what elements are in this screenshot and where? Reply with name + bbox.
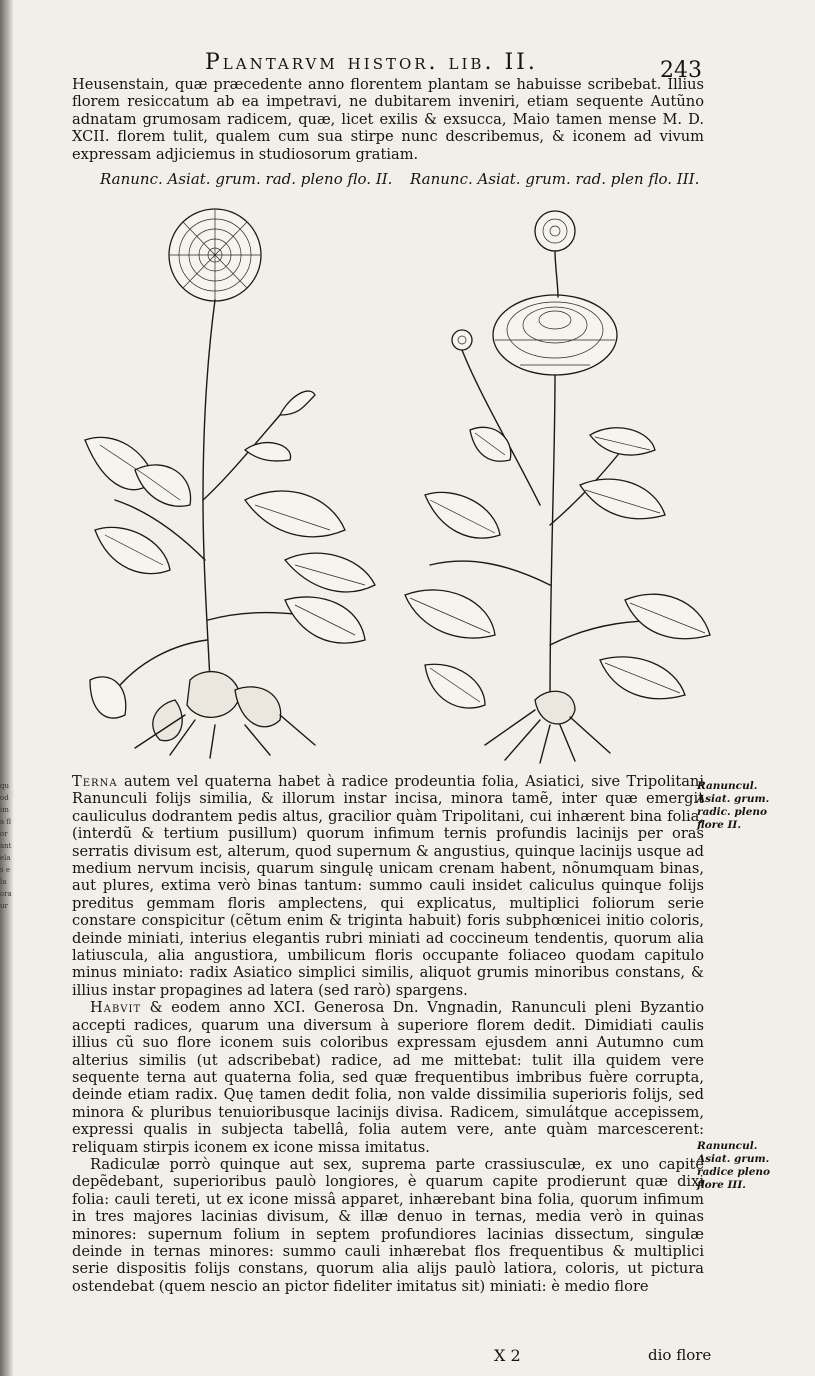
side-note-line: Asiat. grum. — [697, 1153, 770, 1165]
flower-head-left — [169, 209, 261, 301]
side-note-line: radic. pleno — [697, 806, 768, 818]
side-note-line: flore II. — [697, 819, 741, 831]
page-number: 243 — [660, 58, 702, 83]
page-edge-shadow — [0, 0, 14, 1376]
small-bud-left — [452, 330, 472, 350]
paragraph-lead-word: Habvit — [90, 999, 142, 1017]
figure-caption-left: Ranunc. Asiat. grum. rad. pleno flo. II. — [100, 170, 393, 188]
side-note-line: Asiat. grum. — [697, 793, 770, 805]
paragraph-habuit — [72, 999, 704, 1156]
facing-page-margin-text: quod ima flor ant elas ela ora ur — [0, 782, 12, 910]
side-note-line: radice pleno — [697, 1166, 771, 1178]
woodcut-ranunculus-flore-II — [75, 200, 385, 760]
side-note-flore-II — [697, 780, 809, 832]
side-note-line: Ranuncul. — [697, 780, 758, 792]
paragraph-lead-word: Terna — [72, 773, 118, 790]
side-note-flore-III — [697, 1140, 809, 1192]
flower-head-right — [493, 295, 617, 375]
flower-bud-top — [535, 211, 575, 251]
top-paragraph: Heusenstain, quæ præcedente anno florentem plantam se habuisse scribebat. Illius florem resiccatum ab ea impetravi, ne dubitarem inveniri, etiam sequente Autũno adnatam grumosam radicem, quæ, licet exilis & exsucca, Maio tamen mense M. D. XCII. florem tulit, qualem cum sua stirpe nunc describemus, & iconem ad vivum expressam adjiciemus in studiosorum gratiam. — [72, 76, 704, 163]
running-head: Plantarvm histor. lib. II. — [205, 50, 538, 75]
paragraph-text: autem vel quaterna habet à radice prodeuntia folia, Asiatici, sive Tripolitani Ranunculi folijs similia, & illorum instar incisa, minora tamẽ, inter quæ emergit cauliculus dodrantem pedis altus, gracilior quàm Tripolitani, cui inhærent bina folia, (interdũ & tertium pusillum) quorum infimum ternis profundis lacinijs per oras serratis divisum est, alterum, quod supernum & angustius, quinque lacinijs usque ad medium nervum incisis, quarum singulę unicam crenam habent, nõnumquam binas, aut plures, extima verò binas tantum: summo cauli insidet caliculus quinque folijs preditus gemmam floris amplectens, qui explicatus, multiplici foliorum serie constare conspicitur (cẽtum enim & triginta habuit) foris subphœnicei initio coloris, deinde miniati, interius elegantis rubri miniati ad coccineum tendentis, quorum alia latiuscula, alia angustiora, umbilicum floris occupante foliaceo quodam capitulo minus miniato: radix Asiatico simplici similis, aliquot grumis minoribus constans, & illius instar propagines ad latera (sed rarò) spargens. — [72, 773, 704, 999]
paragraph-text: & eodem anno XCI. Generosa Dn. Vngnadin, Ranunculi pleni Byzantio accepti radices, quarum una diversum à superiore florem dedit. Dimidiati caulis illius cũ suo flore iconem suis coloribus expressam ejusdem anni Autumno cum alterius similis (ut adscribebat) radice, ad me mittebat: tulit illa quidem vere sequente terna aut quaterna folia, sed quæ frequentibus imbribus fuère corrupta, deinde etiam radix. Quę tamen dedit folia, non valde dissimilia superioris folijs, sed minora & pluribus tenuioribusque lacinijs divisa. Radicem, simulátque accepissem, expressi qualis in subjecta tabellâ, folia autem vere, ante quàm marcescerent: reliquam stirpis iconem ex icone missa imitatus. — [72, 999, 704, 1156]
paragraph-radiculae — [72, 1156, 704, 1295]
paragraph-text: Radiculæ porrò quinque aut sex, suprema parte crassiusculæ, ex uno capite depẽdebant, superioribus paulò longiores, è quarum capite prodierunt quæ dixi folia: cauli tereti, ut ex icone missâ apparet, inhærebant bina folia, quorum infimum in tres majores lacinias divisum, & illæ denuo in ternas, media verò in quinas minores: supernum folium in septem profundiores lacinias dissectum, singulæ deinde in ternas minores: summo cauli inhærebat flos frequentibus & multiplici serie dispositis folijs constans, quorum alia alijs paulò latiora, coloris, ut pictura ostendebat (quem nescio an pictor fideliter imitatus sit) miniati: è medio flore — [72, 1155, 704, 1295]
root-tubers-left — [135, 672, 315, 758]
side-note-line: Ranuncul. — [697, 1140, 758, 1152]
top-paragraph-block — [72, 76, 704, 163]
woodcut-ranunculus-flore-III — [400, 205, 715, 765]
catchword: dio flore — [648, 1346, 712, 1364]
signature-mark: X 2 — [494, 1346, 521, 1365]
side-note-line: flore III. — [697, 1179, 746, 1191]
figure-caption-right: Ranunc. Asiat. grum. rad. plen flo. III. — [410, 170, 700, 188]
paragraph-terna — [72, 773, 704, 999]
body-text-block — [72, 773, 704, 1295]
root-tubers-right — [485, 691, 610, 763]
